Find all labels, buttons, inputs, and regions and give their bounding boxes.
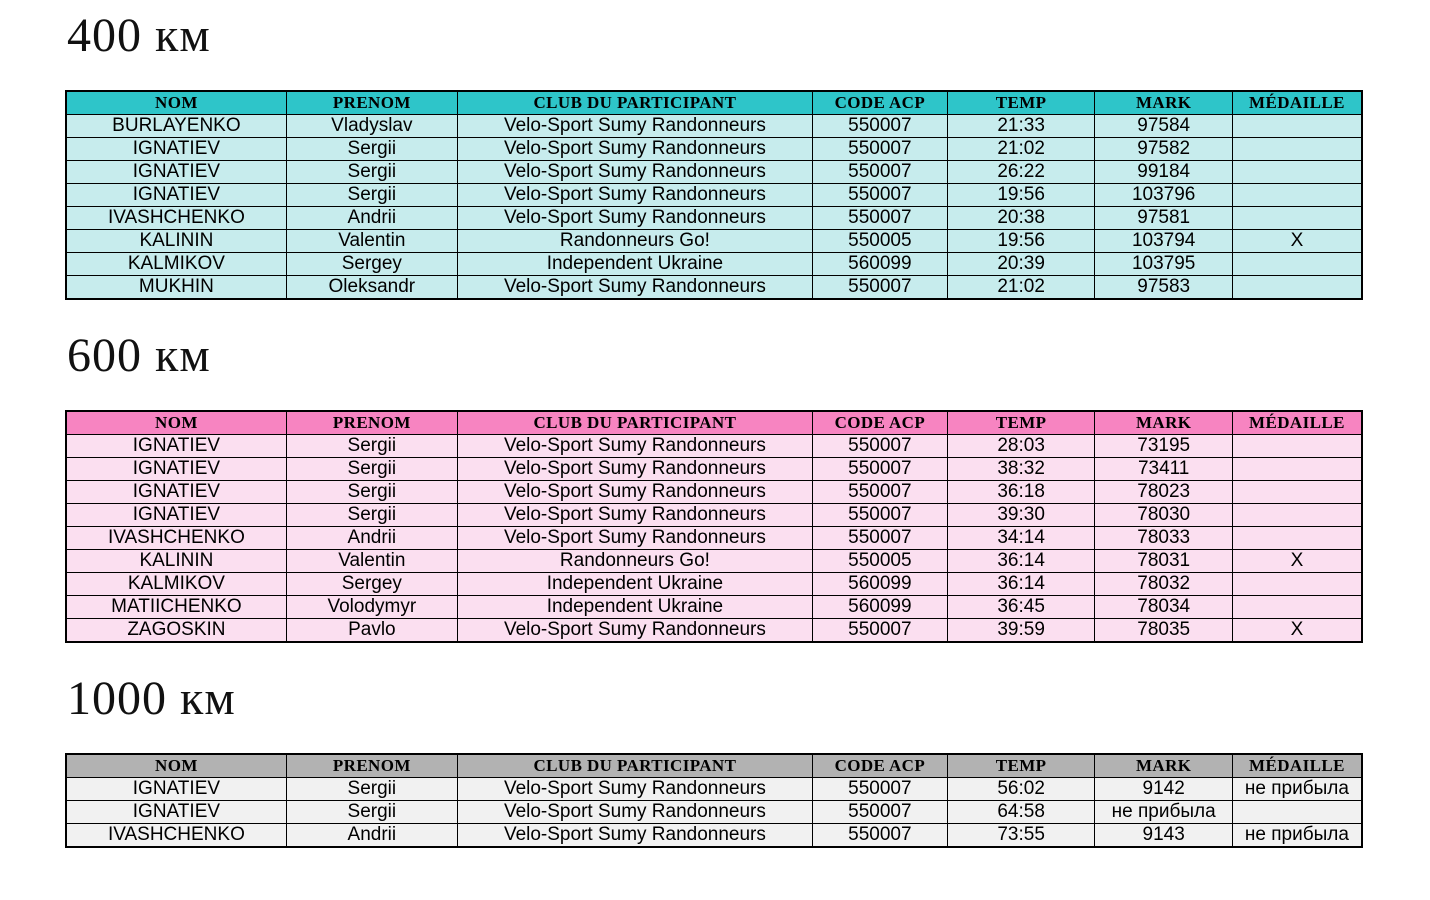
mark-cell: 9143: [1095, 824, 1232, 848]
club-cell: Velo-Sport Sumy Randonneurs: [457, 619, 812, 643]
nom-cell: KALININ: [66, 550, 286, 573]
medaille-cell: [1232, 161, 1362, 184]
table-row: [66, 481, 1362, 504]
mark-cell: 97581: [1095, 207, 1232, 230]
mark-cell: 9142: [1095, 778, 1232, 801]
temp-cell: 56:02: [947, 778, 1095, 801]
code-acp-cell: 550007: [812, 458, 947, 481]
column-header: MARK: [1095, 411, 1232, 435]
code-acp-cell: 550007: [812, 138, 947, 161]
section-400-km: [65, 10, 1365, 300]
temp-cell: 19:56: [947, 184, 1095, 207]
table-row: [66, 184, 1362, 207]
section-600-km: [65, 330, 1365, 643]
temp-cell: 39:30: [947, 504, 1095, 527]
table-row: [66, 458, 1362, 481]
mark-cell: 78031: [1095, 550, 1232, 573]
club-cell: Velo-Sport Sumy Randonneurs: [457, 207, 812, 230]
medaille-cell: не прибыла: [1232, 824, 1362, 848]
table-row: [66, 253, 1362, 276]
results-table-1000km: [65, 753, 1363, 848]
page-title: 400 км: [67, 9, 211, 62]
club-cell: Velo-Sport Sumy Randonneurs: [457, 504, 812, 527]
mark-cell: 78034: [1095, 596, 1232, 619]
page-title: 600 км: [67, 329, 211, 382]
code-acp-cell: 550007: [812, 435, 947, 458]
table-row: [66, 207, 1362, 230]
nom-cell: IGNATIEV: [66, 435, 286, 458]
column-header: TEMP: [947, 754, 1095, 778]
column-header: MARK: [1095, 754, 1232, 778]
medaille-cell: X: [1232, 619, 1362, 643]
table-row: [66, 573, 1362, 596]
column-header: MÉDAILLE: [1232, 91, 1362, 115]
temp-cell: 21:33: [947, 115, 1095, 138]
column-header: NOM: [66, 754, 286, 778]
column-header: CLUB DU PARTICIPANT: [457, 91, 812, 115]
prenom-cell: Sergey: [286, 573, 457, 596]
club-cell: Velo-Sport Sumy Randonneurs: [457, 778, 812, 801]
club-cell: Velo-Sport Sumy Randonneurs: [457, 184, 812, 207]
nom-cell: MUKHIN: [66, 276, 286, 300]
medaille-cell: [1232, 276, 1362, 300]
medaille-cell: [1232, 138, 1362, 161]
medaille-cell: [1232, 253, 1362, 276]
prenom-cell: Oleksandr: [286, 276, 457, 300]
prenom-cell: Sergii: [286, 481, 457, 504]
column-header: CODE ACP: [812, 754, 947, 778]
table-row: [66, 138, 1362, 161]
prenom-cell: Vladyslav: [286, 115, 457, 138]
section-1000-km: [65, 673, 1365, 848]
club-cell: Velo-Sport Sumy Randonneurs: [457, 801, 812, 824]
table-row: [66, 619, 1362, 643]
results-table-600km: [65, 410, 1363, 643]
mark-cell: 78023: [1095, 481, 1232, 504]
mark-cell: 103794: [1095, 230, 1232, 253]
temp-cell: 28:03: [947, 435, 1095, 458]
code-acp-cell: 560099: [812, 573, 947, 596]
prenom-cell: Sergii: [286, 458, 457, 481]
medaille-cell: [1232, 596, 1362, 619]
column-header: TEMP: [947, 91, 1095, 115]
club-cell: Velo-Sport Sumy Randonneurs: [457, 458, 812, 481]
table-row: [66, 824, 1362, 848]
prenom-cell: Sergii: [286, 435, 457, 458]
column-header: NOM: [66, 91, 286, 115]
prenom-cell: Sergii: [286, 161, 457, 184]
table-row: [66, 801, 1362, 824]
medaille-cell: [1232, 458, 1362, 481]
column-header: CODE ACP: [812, 411, 947, 435]
medaille-cell: [1232, 573, 1362, 596]
column-header: PRENOM: [286, 91, 457, 115]
nom-cell: KALMIKOV: [66, 253, 286, 276]
prenom-cell: Sergii: [286, 801, 457, 824]
mark-cell: 99184: [1095, 161, 1232, 184]
club-cell: Velo-Sport Sumy Randonneurs: [457, 824, 812, 848]
prenom-cell: Andrii: [286, 824, 457, 848]
temp-cell: 34:14: [947, 527, 1095, 550]
medaille-cell: [1232, 481, 1362, 504]
club-cell: Velo-Sport Sumy Randonneurs: [457, 527, 812, 550]
club-cell: Independent Ukraine: [457, 573, 812, 596]
table-header: [66, 411, 1362, 435]
code-acp-cell: 550007: [812, 184, 947, 207]
code-acp-cell: 550007: [812, 207, 947, 230]
mark-cell: 103795: [1095, 253, 1232, 276]
temp-cell: 38:32: [947, 458, 1095, 481]
code-acp-cell: 550007: [812, 481, 947, 504]
column-header: PRENOM: [286, 754, 457, 778]
results-table-400km: [65, 90, 1363, 300]
nom-cell: ZAGOSKIN: [66, 619, 286, 643]
temp-cell: 21:02: [947, 276, 1095, 300]
mark-cell: 78030: [1095, 504, 1232, 527]
mark-cell: не прибыла: [1095, 801, 1232, 824]
table-body: [66, 115, 1362, 300]
table-body: [66, 435, 1362, 643]
mark-cell: 78032: [1095, 573, 1232, 596]
nom-cell: MATIICHENKO: [66, 596, 286, 619]
temp-cell: 73:55: [947, 824, 1095, 848]
column-header: CLUB DU PARTICIPANT: [457, 411, 812, 435]
column-header: MÉDAILLE: [1232, 754, 1362, 778]
mark-cell: 73195: [1095, 435, 1232, 458]
club-cell: Independent Ukraine: [457, 253, 812, 276]
nom-cell: BURLAYENKO: [66, 115, 286, 138]
table-row: [66, 527, 1362, 550]
temp-cell: 36:14: [947, 550, 1095, 573]
temp-cell: 26:22: [947, 161, 1095, 184]
column-header: MARK: [1095, 91, 1232, 115]
medaille-cell: [1232, 184, 1362, 207]
mark-cell: 97583: [1095, 276, 1232, 300]
code-acp-cell: 550007: [812, 115, 947, 138]
table-row: [66, 504, 1362, 527]
temp-cell: 64:58: [947, 801, 1095, 824]
club-cell: Independent Ukraine: [457, 596, 812, 619]
table-row: [66, 161, 1362, 184]
temp-cell: 20:38: [947, 207, 1095, 230]
club-cell: Randonneurs Go!: [457, 230, 812, 253]
medaille-cell: [1232, 435, 1362, 458]
club-cell: Velo-Sport Sumy Randonneurs: [457, 435, 812, 458]
temp-cell: 21:02: [947, 138, 1095, 161]
mark-cell: 73411: [1095, 458, 1232, 481]
mark-cell: 97582: [1095, 138, 1232, 161]
club-cell: Velo-Sport Sumy Randonneurs: [457, 276, 812, 300]
club-cell: Velo-Sport Sumy Randonneurs: [457, 481, 812, 504]
medaille-cell: X: [1232, 550, 1362, 573]
table-row: [66, 115, 1362, 138]
prenom-cell: Sergii: [286, 504, 457, 527]
mark-cell: 103796: [1095, 184, 1232, 207]
table-row: [66, 230, 1362, 253]
nom-cell: IGNATIEV: [66, 161, 286, 184]
nom-cell: IVASHCHENKO: [66, 527, 286, 550]
nom-cell: IGNATIEV: [66, 504, 286, 527]
medaille-cell: [1232, 801, 1362, 824]
column-header: NOM: [66, 411, 286, 435]
mark-cell: 97584: [1095, 115, 1232, 138]
code-acp-cell: 550007: [812, 778, 947, 801]
code-acp-cell: 550007: [812, 161, 947, 184]
prenom-cell: Pavlo: [286, 619, 457, 643]
club-cell: Velo-Sport Sumy Randonneurs: [457, 138, 812, 161]
column-header: CLUB DU PARTICIPANT: [457, 754, 812, 778]
nom-cell: IGNATIEV: [66, 138, 286, 161]
page-title: 1000 км: [67, 672, 236, 725]
code-acp-cell: 550005: [812, 230, 947, 253]
mark-cell: 78035: [1095, 619, 1232, 643]
nom-cell: IGNATIEV: [66, 458, 286, 481]
nom-cell: IGNATIEV: [66, 778, 286, 801]
column-header: PRENOM: [286, 411, 457, 435]
code-acp-cell: 550007: [812, 619, 947, 643]
nom-cell: KALININ: [66, 230, 286, 253]
nom-cell: KALMIKOV: [66, 573, 286, 596]
temp-cell: 36:14: [947, 573, 1095, 596]
table-row: [66, 778, 1362, 801]
prenom-cell: Andrii: [286, 527, 457, 550]
club-cell: Velo-Sport Sumy Randonneurs: [457, 161, 812, 184]
code-acp-cell: 550007: [812, 527, 947, 550]
code-acp-cell: 550005: [812, 550, 947, 573]
code-acp-cell: 550007: [812, 824, 947, 848]
temp-cell: 36:18: [947, 481, 1095, 504]
club-cell: Velo-Sport Sumy Randonneurs: [457, 115, 812, 138]
nom-cell: IGNATIEV: [66, 801, 286, 824]
table-row: [66, 596, 1362, 619]
medaille-cell: [1232, 115, 1362, 138]
code-acp-cell: 550007: [812, 504, 947, 527]
medaille-cell: не прибыла: [1232, 778, 1362, 801]
code-acp-cell: 560099: [812, 596, 947, 619]
prenom-cell: Sergey: [286, 253, 457, 276]
code-acp-cell: 560099: [812, 253, 947, 276]
temp-cell: 36:45: [947, 596, 1095, 619]
mark-cell: 78033: [1095, 527, 1232, 550]
table-header: [66, 754, 1362, 778]
prenom-cell: Sergii: [286, 138, 457, 161]
prenom-cell: Sergii: [286, 184, 457, 207]
code-acp-cell: 550007: [812, 801, 947, 824]
column-header: TEMP: [947, 411, 1095, 435]
header-row: [66, 411, 1362, 435]
prenom-cell: Andrii: [286, 207, 457, 230]
medaille-cell: [1232, 527, 1362, 550]
medaille-cell: [1232, 504, 1362, 527]
code-acp-cell: 550007: [812, 276, 947, 300]
nom-cell: IVASHCHENKO: [66, 824, 286, 848]
table-header: [66, 91, 1362, 115]
prenom-cell: Valentin: [286, 550, 457, 573]
header-row: [66, 91, 1362, 115]
header-row: [66, 754, 1362, 778]
column-header: CODE ACP: [812, 91, 947, 115]
medaille-cell: X: [1232, 230, 1362, 253]
club-cell: Randonneurs Go!: [457, 550, 812, 573]
column-header: MÉDAILLE: [1232, 411, 1362, 435]
nom-cell: IVASHCHENKO: [66, 207, 286, 230]
prenom-cell: Sergii: [286, 778, 457, 801]
table-body: [66, 778, 1362, 848]
table-row: [66, 435, 1362, 458]
temp-cell: 19:56: [947, 230, 1095, 253]
temp-cell: 20:39: [947, 253, 1095, 276]
medaille-cell: [1232, 207, 1362, 230]
nom-cell: IGNATIEV: [66, 481, 286, 504]
prenom-cell: Volodymyr: [286, 596, 457, 619]
table-row: [66, 550, 1362, 573]
nom-cell: IGNATIEV: [66, 184, 286, 207]
table-row: [66, 276, 1362, 300]
prenom-cell: Valentin: [286, 230, 457, 253]
temp-cell: 39:59: [947, 619, 1095, 643]
